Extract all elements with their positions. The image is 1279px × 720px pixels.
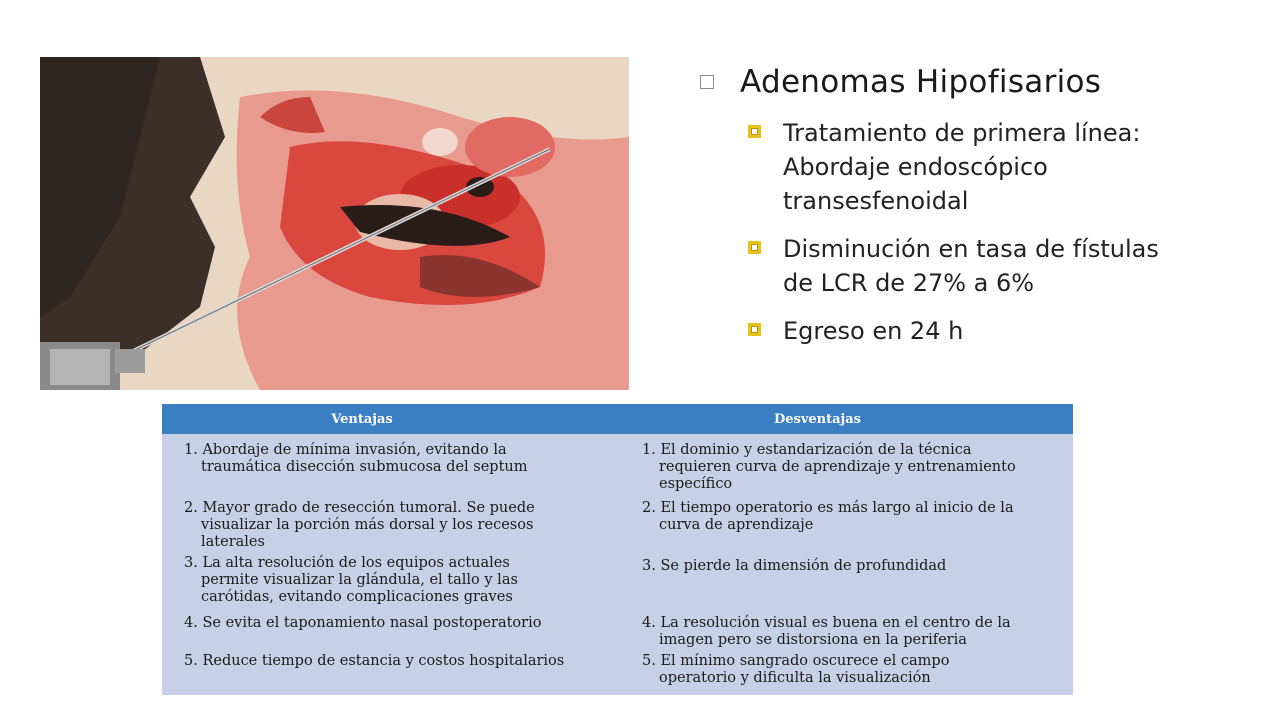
header-desventajas: Desventajas (773, 411, 861, 427)
ventaja-cell (184, 615, 541, 632)
cell-line: curva de aprendizaje (659, 517, 814, 533)
ventaja-cell (184, 442, 528, 476)
square-bullet-icon (748, 125, 761, 138)
cell-line: 5. Reduce tiempo de estancia y costos hospitalarios (184, 653, 565, 669)
cell-line: 5. El mínimo sangrado oscurece el campo (642, 653, 950, 669)
sub-bullet-text (783, 116, 1228, 218)
cell-line: 2. El tiempo operatorio es más largo al inicio de la (642, 500, 1014, 516)
table-header (162, 404, 1073, 434)
bullet-line: de LCR de 27% a 6% (783, 269, 1035, 297)
cell-line: carótidas, evitando complicaciones graves (201, 589, 513, 605)
cell-line: operatorio y dificulta la visualización (659, 670, 931, 686)
sub-bullet-text (783, 232, 1228, 300)
bullet-line: transesfenoidal (783, 187, 969, 215)
cell-line: 4. Se evita el taponamiento nasal postoperatorio (184, 615, 542, 631)
cell-line: 1. Abordaje de mínima invasión, evitando la (184, 442, 507, 458)
desventaja-cell (642, 442, 1016, 493)
desventaja-cell (642, 500, 1014, 534)
heading-row (700, 58, 1260, 106)
square-bullet-icon (748, 323, 761, 336)
bullet-line: Tratamiento de primera línea: (783, 119, 1141, 147)
sub-bullet-item (748, 314, 1260, 348)
sub-bullet-item (748, 116, 1260, 218)
desventaja-cell (642, 653, 949, 687)
hollow-square-bullet-icon (700, 75, 714, 89)
cell-line: traumática disección submucosa del septum (201, 459, 528, 475)
cell-line: 4. La resolución visual es buena en el centro de la (642, 615, 1011, 631)
bullet-line: Disminución en tasa de fístulas (783, 235, 1159, 263)
ventaja-cell (184, 500, 535, 551)
cell-line: 3. Se pierde la dimensión de profundidad (642, 558, 947, 574)
anatomy-illustration-icon (40, 57, 629, 390)
desventaja-cell (642, 558, 946, 575)
cell-line: 1. El dominio y estandarización de la técnica (642, 442, 972, 458)
bullet-section (700, 58, 1260, 362)
sub-bullet-text (783, 314, 1228, 348)
ventaja-cell (184, 555, 518, 606)
slide-title: Adenomas Hipofisarios (740, 64, 1102, 100)
cell-line: específico (659, 476, 733, 492)
cell-line: 2. Mayor grado de resección tumoral. Se puede (184, 500, 535, 516)
cell-line: visualizar la porción más dorsal y los recesos (201, 517, 534, 533)
header-ventajas: Ventajas (331, 411, 393, 427)
cell-line: imagen pero se distorsiona en la periferia (659, 632, 967, 648)
cell-line: requieren curva de aprendizaje y entrenamiento (659, 459, 1016, 475)
cell-line: permite visualizar la glándula, el tallo y las (201, 572, 518, 588)
bullet-line: Abordaje endoscópico (783, 153, 1048, 181)
sub-bullet-item (748, 232, 1260, 300)
bullet-line: Egreso en 24 h (783, 317, 964, 345)
square-bullet-icon (748, 241, 761, 254)
table-body (162, 434, 1073, 695)
anatomy-image (40, 57, 629, 390)
desventaja-cell (642, 615, 1011, 649)
sub-bullet-list (700, 116, 1260, 348)
comparison-table (162, 404, 1073, 695)
cell-line: 3. La alta resolución de los equipos actuales (184, 555, 510, 571)
ventaja-cell (184, 653, 564, 670)
cell-line: laterales (201, 534, 265, 550)
